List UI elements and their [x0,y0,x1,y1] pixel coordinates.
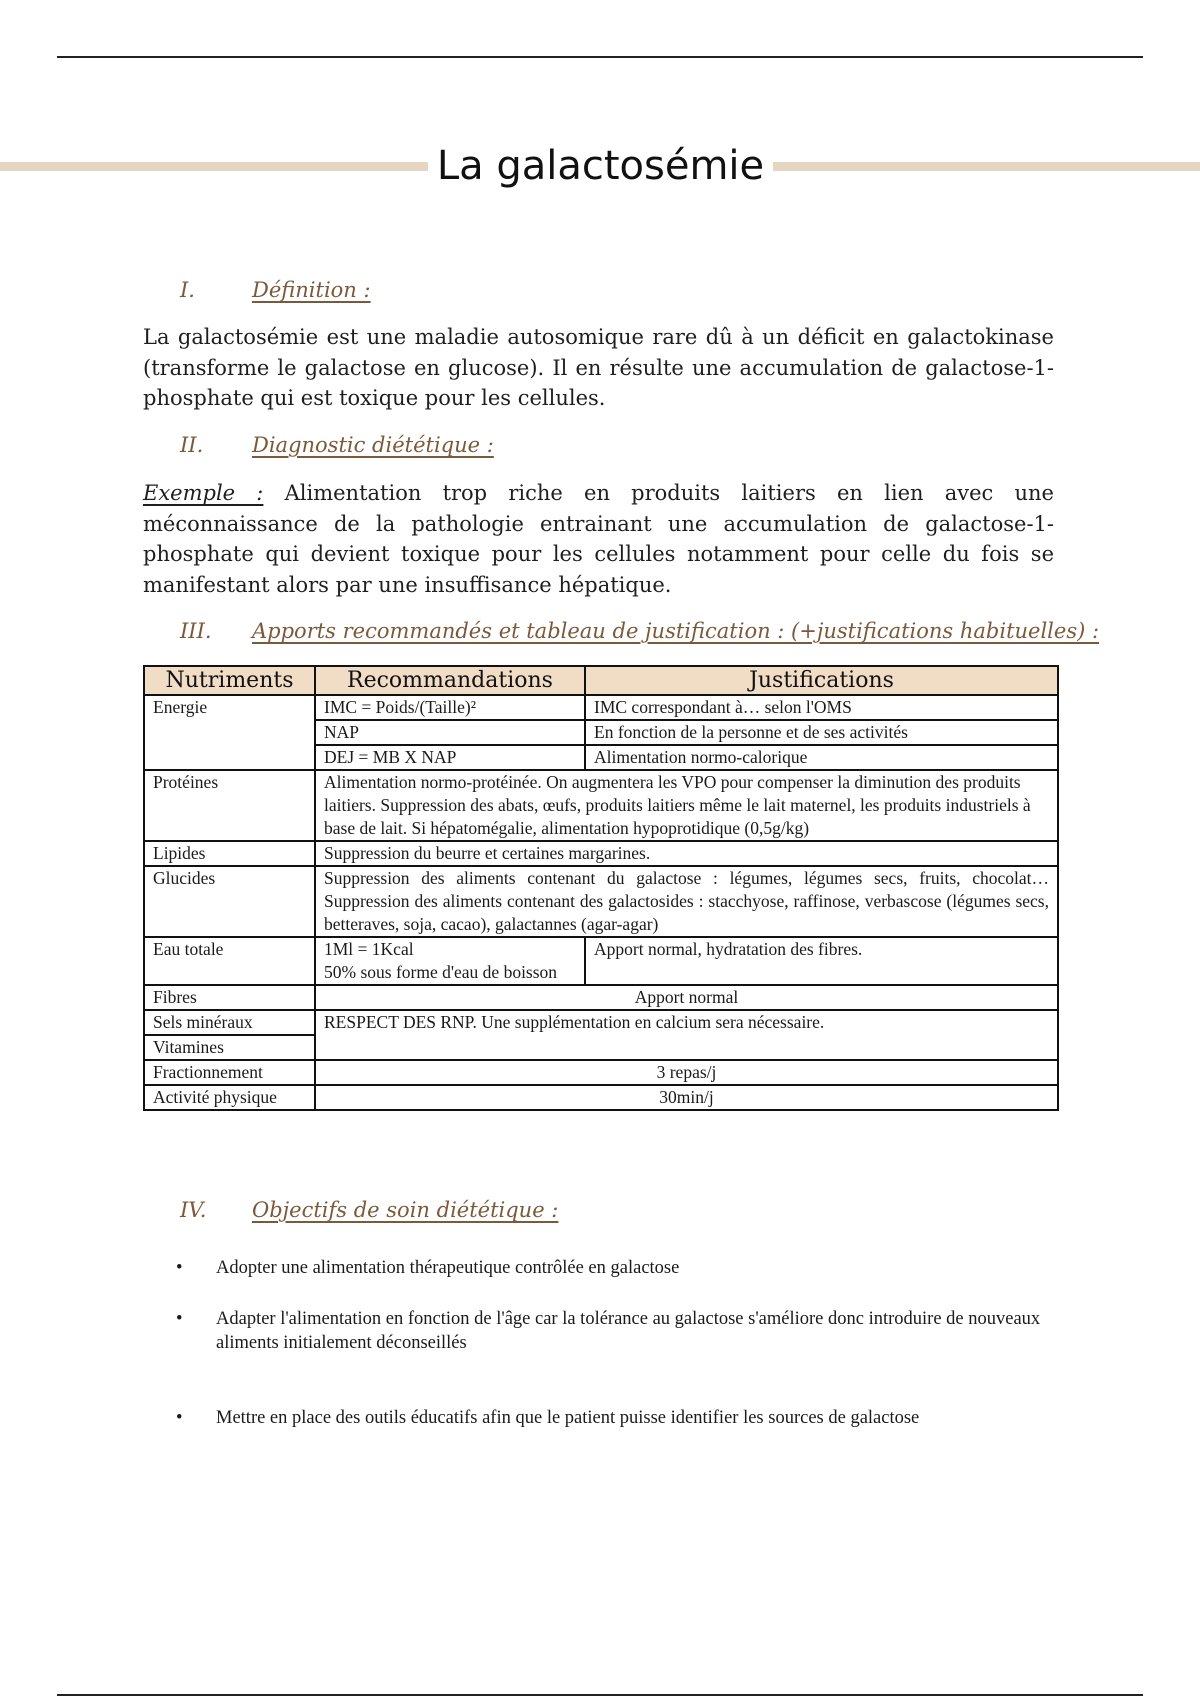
nutrient-lipides: Lipides [144,841,315,866]
justification-cell: En fonction de la personne et de ses activités [585,720,1058,745]
section-label: Diagnostic diététique : [252,433,494,457]
nutrient-vitamines: Vitamines [144,1035,315,1060]
title-band-right [773,162,1200,171]
section-objectifs-heading [180,1198,558,1222]
section-number: II. [180,433,204,457]
bottom-rule [57,1694,1143,1696]
objectif-text: Adapter l'alimentation en fonction de l'âge car la tolérance au galactose s'améliore donc introduire de nouveaux aliments initialement déconseillés [216,1309,1041,1353]
proteines-cell: Alimentation normo-protéinée. On augmentera les VPO pour compenser la diminution des produits laitiers. Suppression des abats, œufs, produits laitiers même le lait maternel, les produits industriels à base de lait. Si hépatomégalie, alimentation hypoprotidique (0,5g/kg) [315,770,1058,841]
section-label: Définition : [252,278,371,302]
table-row [144,866,1058,937]
objectif-text: Adopter une alimentation thérapeutique contrôlée en galactose [216,1258,680,1278]
nutrient-fractionnement: Fractionnement [144,1060,315,1085]
eau-justification-cell: Apport normal, hydratation des fibres. [585,937,1058,985]
definition-paragraph: La galactosémie est une maladie autosomique rare dû à un déficit en galactokinase (transforme le galactose en glucose). Il en résulte une accumulation de galactose-1-phosphate qui est toxique pour les cellules. [143,325,1054,410]
glucides-cell: Suppression des aliments contenant du galactose : légumes, légumes secs, fruits, chocolat… Suppression des aliments contenant des galactosides : stacchyose, raffinose, verbascose (légumes secs, betteraves, soja, cacao), galactannes (agar-agar) [315,866,1058,937]
bullet-icon: • [176,1408,183,1428]
nutrient-proteines: Protéines [144,770,315,841]
section-diagnostic-heading [180,433,494,457]
table-row [144,841,1058,866]
recommendation-cell: IMC = Poids/(Taille)² [315,695,585,720]
table-header-row [144,666,1058,695]
section-label: Apports recommandés et tableau de justification : (+justifications habituelles) : [252,619,1100,643]
diagnostic-text: Alimentation trop riche en produits laitiers en lien avec une méconnaissance de la pathologie entrainant une accumulation de galactose-1-phosphate qui devient toxique pour les cellules notamment pour celle du fois se manifestant alors par une insuffisance hépatique. [143,481,1054,597]
justification-cell: Alimentation normo-calorique [585,745,1058,770]
header-recommandations: Recommandations [315,666,585,695]
nutrient-energie: Energie [144,695,315,770]
nutrient-sels-mineraux: Sels minéraux [144,1010,315,1035]
diagnostic-paragraph [143,478,1054,600]
section-number: III. [180,619,212,643]
nutrient-glucides: Glucides [144,866,315,937]
justification-cell: IMC correspondant à… selon l'OMS [585,695,1058,720]
section-apports-heading [180,619,1099,643]
page-title: La galactosémie [436,143,765,189]
bullet-icon: • [176,1309,183,1329]
nutrient-eau: Eau totale [144,937,315,985]
nutrient-fibres: Fibres [144,985,315,1010]
diagnostic-lead: Exemple : [143,481,264,505]
lipides-cell: Suppression du beurre et certaines margarines. [315,841,1058,866]
header-nutriments: Nutriments [144,666,315,695]
section-number: I. [180,278,195,302]
table-row [144,985,1058,1010]
eau-recommendation-line: 50% sous forme d'eau de boisson [324,962,558,982]
bullet-icon: • [176,1258,183,1278]
table-row [144,1060,1058,1085]
table-row [144,937,1058,985]
recommendation-cell: NAP [315,720,585,745]
recommendation-cell: DEJ = MB X NAP [315,745,585,770]
section-number: IV. [180,1198,207,1222]
objectif-text: Mettre en place des outils éducatifs afin que le patient puisse identifier les sources de galactose [216,1408,920,1428]
eau-recommendation-cell [315,937,585,985]
fractionnement-cell: 3 repas/j [315,1060,1058,1085]
table-row [144,1085,1058,1110]
top-rule [57,56,1143,58]
title-banner [0,140,1200,192]
nutrient-activite-physique: Activité physique [144,1085,315,1110]
table-row [144,1010,1058,1035]
activite-cell: 30min/j [315,1085,1058,1110]
section-label: Objectifs de soin diététique : [252,1198,559,1222]
eau-recommendation-line: 1Ml = 1Kcal [324,939,414,959]
sels-vitamines-cell: RESPECT DES RNP. Une supplémentation en calcium sera nécessaire. [315,1010,1058,1060]
table-row [144,695,1058,720]
nutrition-table [143,665,1059,1111]
title-band-left [0,162,428,171]
table-row [144,770,1058,841]
fibres-cell: Apport normal [315,985,1058,1010]
section-definition-heading [180,278,371,302]
header-justifications: Justifications [585,666,1058,695]
